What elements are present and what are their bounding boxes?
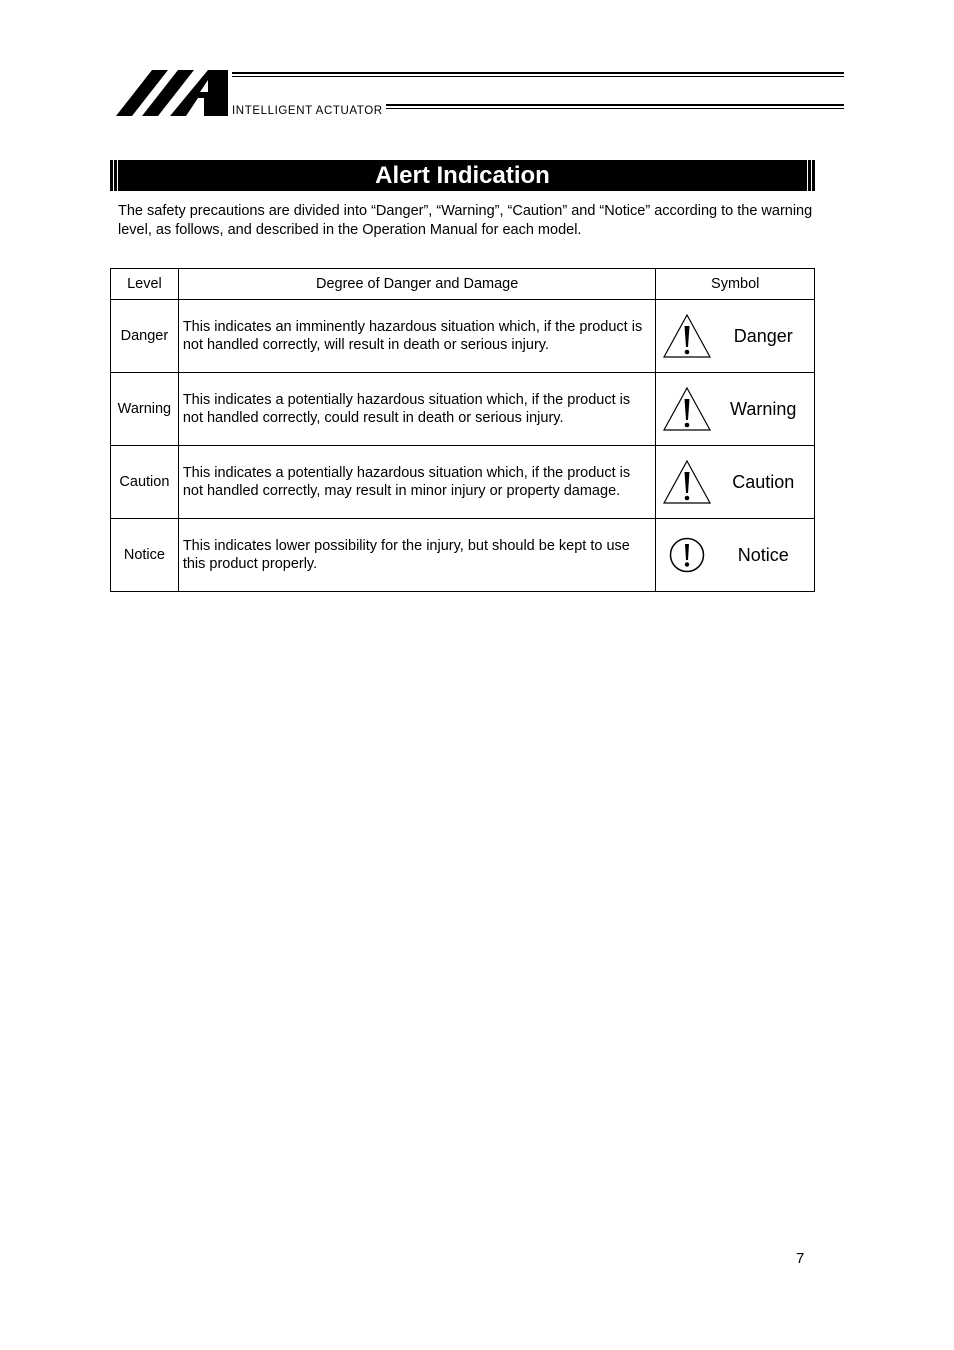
header-rule bbox=[386, 104, 844, 106]
symbol-label: Danger bbox=[733, 325, 793, 346]
page-number: 7 bbox=[796, 1250, 805, 1267]
row-symbol bbox=[656, 446, 815, 519]
page-header bbox=[116, 68, 844, 120]
row-description: This indicates a potentially hazardous situation which, if the product is not handled correctly, may result in minor injury or property damage. bbox=[178, 446, 656, 519]
symbol-label: Notice bbox=[737, 544, 789, 565]
table-row bbox=[111, 373, 815, 446]
header-symbol: Symbol bbox=[656, 269, 815, 300]
row-symbol bbox=[656, 519, 815, 592]
row-level: Caution bbox=[111, 446, 179, 519]
iai-logo-icon bbox=[116, 68, 232, 118]
warning-triangle-icon bbox=[662, 313, 712, 359]
header-rule bbox=[232, 72, 844, 74]
table-row bbox=[111, 446, 815, 519]
row-description: This indicates an imminently hazardous situation which, if the product is not handled correctly, will result in death or serious injury. bbox=[178, 300, 656, 373]
header-level: Level bbox=[111, 269, 179, 300]
symbol-label: Warning bbox=[730, 398, 797, 419]
warning-triangle-icon bbox=[662, 386, 712, 432]
table-header-row bbox=[111, 269, 815, 300]
brand-name: INTELLIGENT ACTUATOR bbox=[232, 105, 383, 117]
table-row bbox=[111, 300, 815, 373]
title-bar bbox=[110, 160, 815, 191]
row-level: Notice bbox=[111, 519, 179, 592]
row-description: This indicates a potentially hazardous situation which, if the product is not handled correctly, could result in death or serious injury. bbox=[178, 373, 656, 446]
header-degree: Degree of Danger and Damage bbox=[178, 269, 656, 300]
warning-triangle-icon bbox=[662, 459, 712, 505]
header-rule bbox=[386, 108, 844, 109]
table-row bbox=[111, 519, 815, 592]
row-symbol bbox=[656, 373, 815, 446]
page-title: Alert Indication bbox=[375, 162, 550, 189]
row-level: Danger bbox=[111, 300, 179, 373]
intro-paragraph: The safety precautions are divided into “Danger”, “Warning”, “Caution” and “Notice” according to the warning level, as follows, and described in the Operation Manual for each model. bbox=[118, 203, 813, 238]
exclamation-circle-icon bbox=[662, 532, 712, 578]
symbol-label: Caution bbox=[732, 471, 795, 492]
header-rule bbox=[232, 76, 844, 77]
alert-table bbox=[110, 268, 815, 592]
row-description: This indicates lower possibility for the injury, but should be kept to use this product properly. bbox=[178, 519, 656, 592]
row-symbol bbox=[656, 300, 815, 373]
row-level: Warning bbox=[111, 373, 179, 446]
